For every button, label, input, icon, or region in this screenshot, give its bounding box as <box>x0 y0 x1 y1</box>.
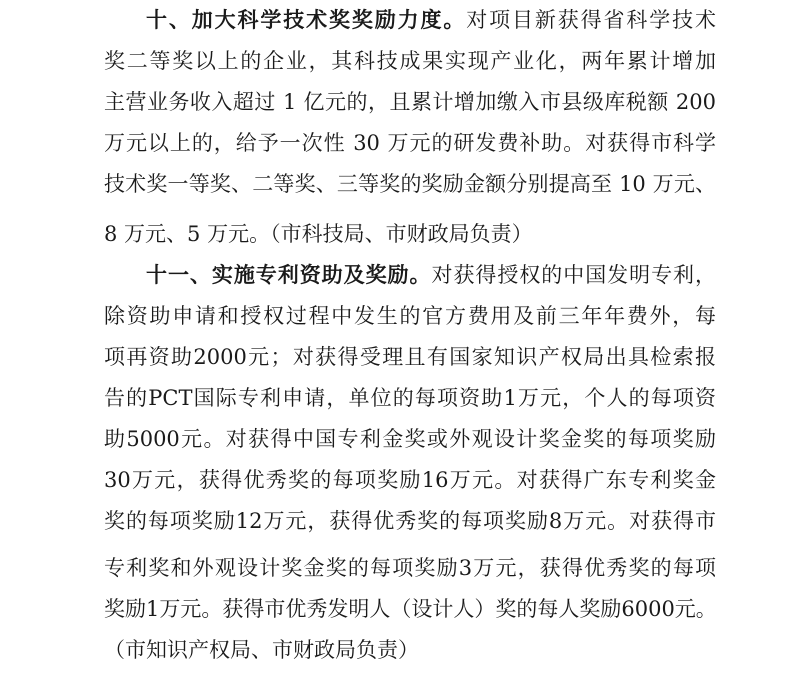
section11-line-1 <box>146 255 716 295</box>
section10-line-1 <box>146 0 716 40</box>
section11-line-9: 奖励1万元。获得市优秀发明人（设计人）奖的每人奖励6000元。 <box>104 597 717 621</box>
section10-line-3: 主营业务收入超过 1 亿元的，且累计增加缴入市县级库税额 200 <box>104 90 716 114</box>
section11-text: 对获得授权的中国发明专利， <box>431 263 717 287</box>
section11-heading: 十一、实施专利资助及奖励。 <box>146 263 432 287</box>
section11-line-3: 项再资助2000元；对获得受理且有国家知识产权局出具检索报 <box>104 345 716 369</box>
section11-line-5: 助5000元。对获得中国专利金奖或外观设计奖金奖的每项奖励 <box>104 427 716 451</box>
section10-line-2: 奖二等奖以上的企业，其科技成果实现产业化，两年累计增加 <box>104 49 716 73</box>
section11-line-10: （市知识产权局、市财政局负责） <box>104 638 419 662</box>
section11-line-4: 告的PCT国际专利申请，单位的每项资助1万元，个人的每项资 <box>104 386 716 410</box>
section10-line-5: 技术奖一等奖、二等奖、三等奖的奖励金额分别提高至 10 万元、 <box>104 172 716 196</box>
section11-line-6: 30万元，获得优秀奖的每项奖励16万元。对获得广东专利奖金 <box>104 468 716 492</box>
section10-text: 对项目新获得省科学技术 <box>466 8 716 32</box>
section10-heading: 十、加大科学技术奖奖励力度。 <box>146 8 467 32</box>
section11-line-7: 奖的每项奖励12万元，获得优秀奖的每项奖励8万元。对获得市 <box>104 509 716 533</box>
section11-line-8: 专利奖和外观设计奖金奖的每项奖励3万元，获得优秀奖的每项 <box>104 556 716 580</box>
section10-line-6: 8 万元、5 万元。（市科技局、市财政局负责） <box>104 222 533 246</box>
section10-line-4: 万元以上的，给予一次性 30 万元的研发费补助。对获得市科学 <box>104 131 716 155</box>
section11-line-2: 除资助申请和授权过程中发生的官方费用及前三年年费外，每 <box>104 304 716 328</box>
